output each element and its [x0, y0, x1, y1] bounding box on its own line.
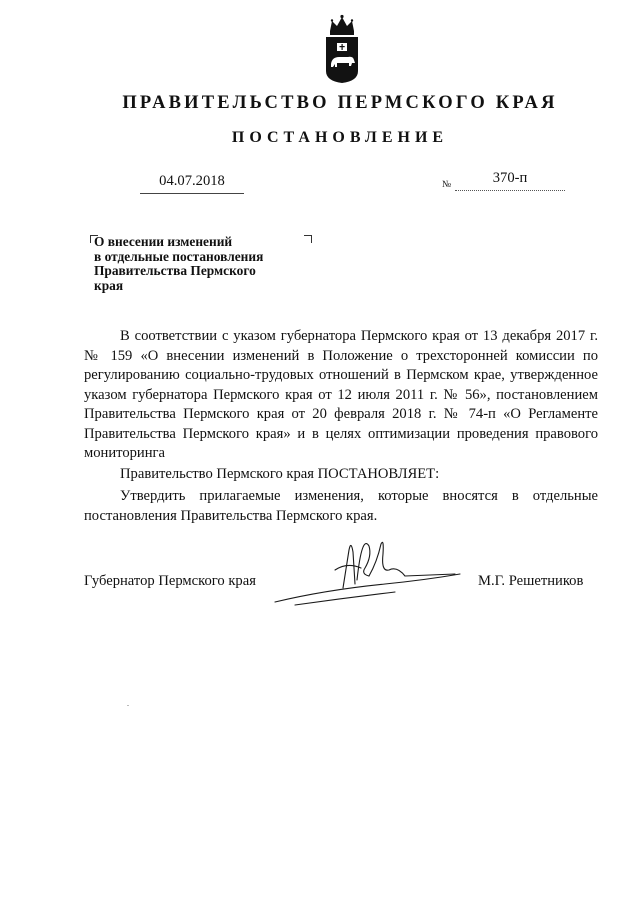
handwritten-signature-icon [265, 532, 465, 612]
government-title: ПРАВИТЕЛЬСТВО ПЕРМСКОГО КРАЯ [122, 93, 558, 113]
document-number: 370-п [455, 169, 565, 191]
perm-krai-coat-of-arms-icon [323, 14, 361, 84]
subject-line: в отдельные постановления [94, 248, 264, 264]
number-label: № [442, 180, 452, 190]
scan-speck [127, 705, 129, 706]
document-subject [94, 235, 304, 293]
document-date: 04.07.2018 [140, 172, 244, 194]
subject-line: Правительства Пермского [94, 263, 256, 278]
subject-line: края [94, 277, 124, 293]
signer-name: М.Г. Решетников [478, 573, 584, 589]
signer-title: Губернатор Пермского края [84, 573, 256, 589]
body-paragraph: Утвердить прилагаемые изменения, которые вносятся в отдельные постановления Правительства Пермского края. [84, 488, 598, 524]
subject-bracket-right [304, 235, 312, 243]
document-type-heading: ПОСТАНОВЛЕНИЕ [231, 129, 449, 146]
resolution-clause: Правительство Пермского края ПОСТАНОВЛЯЕТ: [120, 466, 440, 482]
subject-line: О внесении изменений [94, 234, 233, 249]
body-paragraph: В соответствии с указом губернатора Пермского края от 13 декабря 2017 г. № 159 «О внесении изменений в Положение о трехсторонней комиссии по регулированию социально-трудовых отношений в Пермском крае, утвержденное указом губернатора Пермского края от 12 июля 2011 г. № 56», постановлением Правительства Пермского края от 20 февраля 2018 г. № 74-п «О Регламенте Правительства Пермского края» и в целях оптимизации проведения правового мониторинга [84, 328, 598, 461]
